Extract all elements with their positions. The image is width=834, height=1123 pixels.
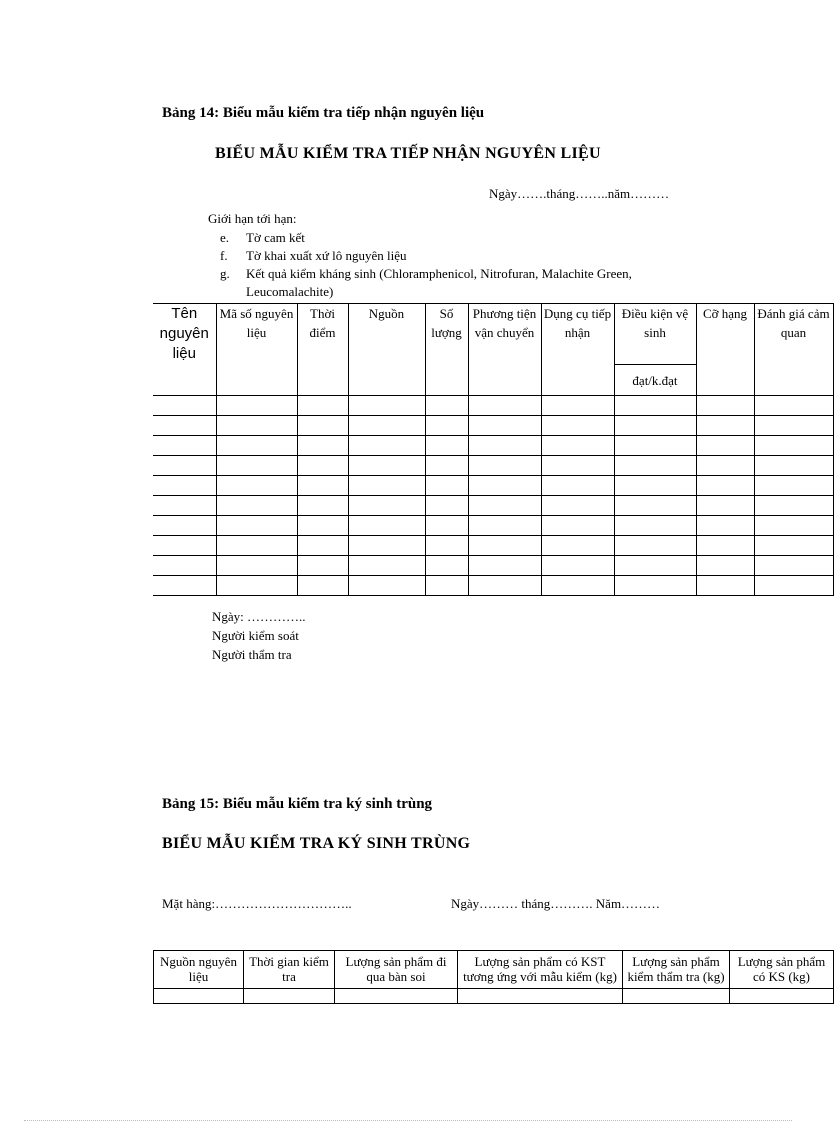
table-row bbox=[153, 516, 833, 536]
table-14-title: BIỂU MẪU KIỂM TRA TIẾP NHẬN NGUYÊN LIỆU bbox=[215, 145, 601, 162]
table-row bbox=[153, 416, 833, 436]
list-item: f. Tờ khai xuất xứ lô nguyên liệu bbox=[220, 248, 407, 263]
header-cell: Điều kiện vệ sinh bbox=[614, 304, 696, 365]
date-line: Ngày…….tháng……..năm……… bbox=[489, 186, 670, 201]
table-row bbox=[153, 556, 833, 576]
header-cell: Lượng sản phẩm đi qua bàn soi bbox=[335, 951, 458, 989]
table-row bbox=[153, 576, 833, 596]
header-cell: Lượng sản phẩm có KST tương ứng với mẫu kiểm (kg) bbox=[458, 951, 623, 989]
header-cell: Thời điểm bbox=[297, 304, 348, 396]
table-14-caption: Bảng 14: Biểu mẫu kiểm tra tiếp nhận nguyên liệu bbox=[162, 105, 485, 121]
header-cell: Nguồn bbox=[348, 304, 425, 396]
limit-list bbox=[220, 229, 700, 301]
date-line-15: Ngày……… tháng………. Năm……… bbox=[451, 896, 661, 911]
table-15-caption: Bảng 15: Biểu mẫu kiểm tra ký sinh trùng bbox=[162, 796, 433, 812]
sub-header-cell: đạt/k.đạt bbox=[614, 365, 696, 396]
table-row bbox=[153, 456, 833, 476]
item-line: Mặt hàng:………………………….. bbox=[162, 896, 352, 911]
receiving-check-table bbox=[153, 303, 834, 596]
header-cell: Dụng cụ tiếp nhận bbox=[541, 304, 614, 396]
signature-block bbox=[212, 607, 306, 664]
header-cell: Lượng sản phẩm có KS (kg) bbox=[730, 951, 834, 989]
page-divider bbox=[24, 1120, 792, 1121]
header-cell: Thời gian kiểm tra bbox=[244, 951, 335, 989]
header-cell: Mã số nguyên liệu bbox=[216, 304, 297, 396]
header-cell: Phương tiện vận chuyển bbox=[468, 304, 541, 396]
table-row bbox=[153, 496, 833, 516]
footer-date: Ngày: ………….. bbox=[212, 609, 306, 624]
list-item: g. Kết quả kiểm kháng sinh (Chloramphenicol, Nitrofuran, Malachite Green, Leucomalachite) bbox=[220, 266, 632, 299]
footer-reviewer: Người thẩm tra bbox=[212, 647, 292, 662]
parasite-check-table bbox=[153, 950, 834, 1004]
header-cell: Nguồn nguyên liệu bbox=[154, 951, 244, 989]
header-cell: Số lượng bbox=[425, 304, 468, 396]
table-row bbox=[154, 989, 834, 1004]
footer-controller: Người kiểm soát bbox=[212, 628, 299, 643]
list-item: e. Tờ cam kết bbox=[220, 230, 305, 245]
table-row bbox=[153, 396, 833, 416]
header-cell: Tên nguyên liệu bbox=[153, 304, 216, 396]
table-row bbox=[153, 436, 833, 456]
limit-label: Giới hạn tới hạn: bbox=[208, 211, 297, 226]
header-cell: Cỡ hạng bbox=[696, 304, 754, 396]
table-row bbox=[153, 536, 833, 556]
header-cell: Lượng sản phẩm kiểm thẩm tra (kg) bbox=[623, 951, 730, 989]
table-row bbox=[153, 476, 833, 496]
table-15-title: BIỂU MẪU KIỂM TRA KÝ SINH TRÙNG bbox=[162, 835, 471, 852]
header-cell: Đánh giá cảm quan bbox=[754, 304, 833, 396]
